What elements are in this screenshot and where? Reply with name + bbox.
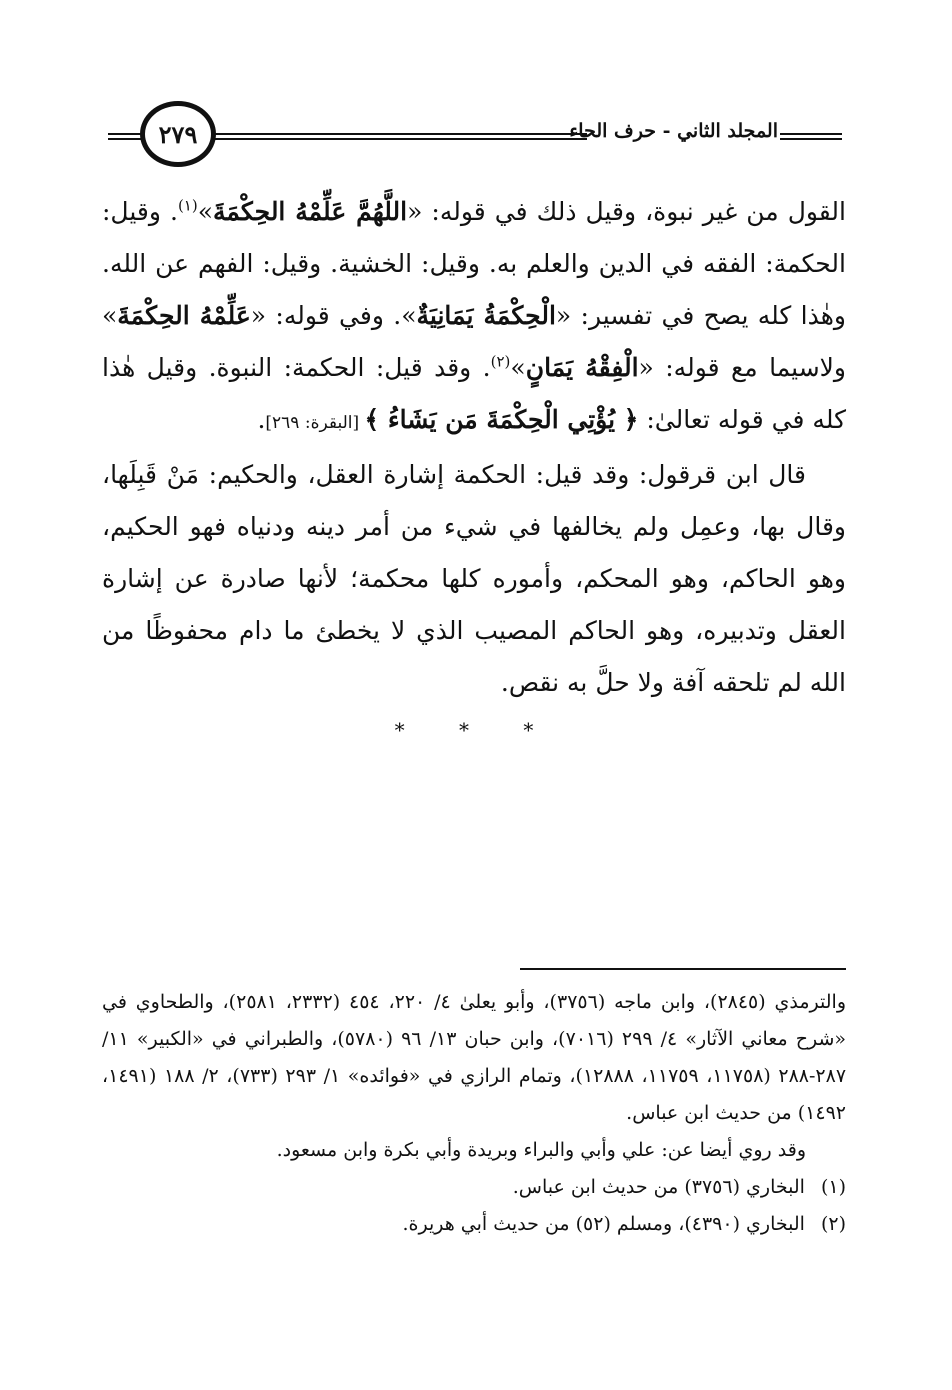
hadith-quote: اللَّهُمَّ عَلِّمْهُ الحِكْمَةَ bbox=[213, 197, 408, 226]
page-number: ٢٧٩ bbox=[140, 101, 216, 167]
footnote-ref-2: (٢) bbox=[490, 352, 511, 371]
footnotes bbox=[102, 984, 846, 1243]
hadith-quote: الْحِكْمَةُ يَمَانِيَةٌ bbox=[416, 301, 556, 330]
footnote-text: البخاري (٤٣٩٠)، ومسلم (٥٢) من حديث أبي هريرة. bbox=[402, 1213, 805, 1235]
hadith-quote: الْفِقْهُ يَمَانٍ bbox=[525, 353, 639, 382]
footnote-also: وقد روي أيضا عن: علي وأبي والبراء وبريدة وأبي بكرة وابن مسعود. bbox=[276, 1139, 806, 1161]
footnote-continuation: والترمذي (٢٨٤٥)، وابن ماجه (٣٧٥٦)، وأبو يعلىٰ ٤/ ٢٢٠، ٤٥٤ (٢٣٣٢، ٢٥٨١)، والطحاوي في «شرح معاني الآثار» ٤/ ٢٩٩ (٧٠١٦)، وابن حبان ١٣/ ٩٦ (٥٧٨٠)، والطبراني في «الكبير» ١١/ ٢٨٧-٢٨٨ (١١٧٥٨، ١١٧٥٩، ١٢٨٨٨)، وتمام الرازي في «فوائده» ١/ ٢٩٣ (٧٣٣)، ٢/ ١٨٨ (١٤٩١، ١٤٩٢) من حديث ابن عباس. bbox=[102, 991, 847, 1124]
section-separator: * * * bbox=[394, 718, 558, 742]
hadith-quote: عَلِّمْهُ الحِكْمَةَ bbox=[117, 301, 251, 330]
footnote-rule bbox=[520, 968, 846, 970]
footnote-mark: (١) bbox=[820, 1176, 846, 1198]
header-rule-middle bbox=[215, 133, 587, 140]
verse-reference: [البقرة: ٢٦٩] bbox=[265, 413, 365, 433]
main-text bbox=[102, 186, 846, 709]
header-rule-right bbox=[780, 133, 842, 140]
paragraph-1: القول من غير نبوة، وقيل ذلك في قوله: «اللَّهُمَّ عَلِّمْهُ الحِكْمَةَ»$^{(١)}$. وقيل: الحكمة: الفقه في الدين والعلم به. وقيل: الخشية. وقيل: الفهم عن الله. وهٰذا كله يصح في تفسير: «الْحِكْمَةُ يَمَانِيَةٌ». وفي قوله: «عَلِّمْهُ الحِكْمَةَ» ولاسيما مع قوله: «الْفِقْهُ يَمَانٍ»$^{(٢)}$. وقد قيل: الحكمة: النبوة. وقيل هٰذا كله في قوله تعالىٰ: ﴿ يُؤْتِي الْحِكْمَةَ مَن يَشَاءُ ﴾ [البقرة: ٢٦٩]. bbox=[102, 196, 846, 434]
footnote-1 bbox=[102, 1169, 846, 1206]
footnote-text: البخاري (٣٧٥٦) من حديث ابن عباس. bbox=[512, 1176, 805, 1198]
quran-verse: ﴿ يُؤْتِي الْحِكْمَةَ مَن يَشَاءُ ﴾ bbox=[364, 405, 639, 434]
running-title: المجلد الثاني - حرف الحاء bbox=[569, 120, 778, 142]
paragraph-2: قال ابن قرقول: وقد قيل: الحكمة إشارة العقل، والحكيم: مَنْ قَبِلَها، وقال بها، وعمِل ولم يخالفها في شيء من أمر دينه ودنياه فهو الحكيم، وهو الحاكم، وهو المحكم، وأموره كلها محكمة؛ لأنها صادرة عن إشارة العقل وتدبيره، وهو الحاكم المصيب الذي لا يخطئ ما دام محفوظًا من الله لم تلحقه آفة ولا حلَّ به نقص. bbox=[102, 460, 846, 697]
footnote-ref-1: (١) bbox=[177, 196, 198, 215]
footnote-2 bbox=[102, 1206, 846, 1243]
footnote-mark: (٢) bbox=[820, 1213, 846, 1235]
